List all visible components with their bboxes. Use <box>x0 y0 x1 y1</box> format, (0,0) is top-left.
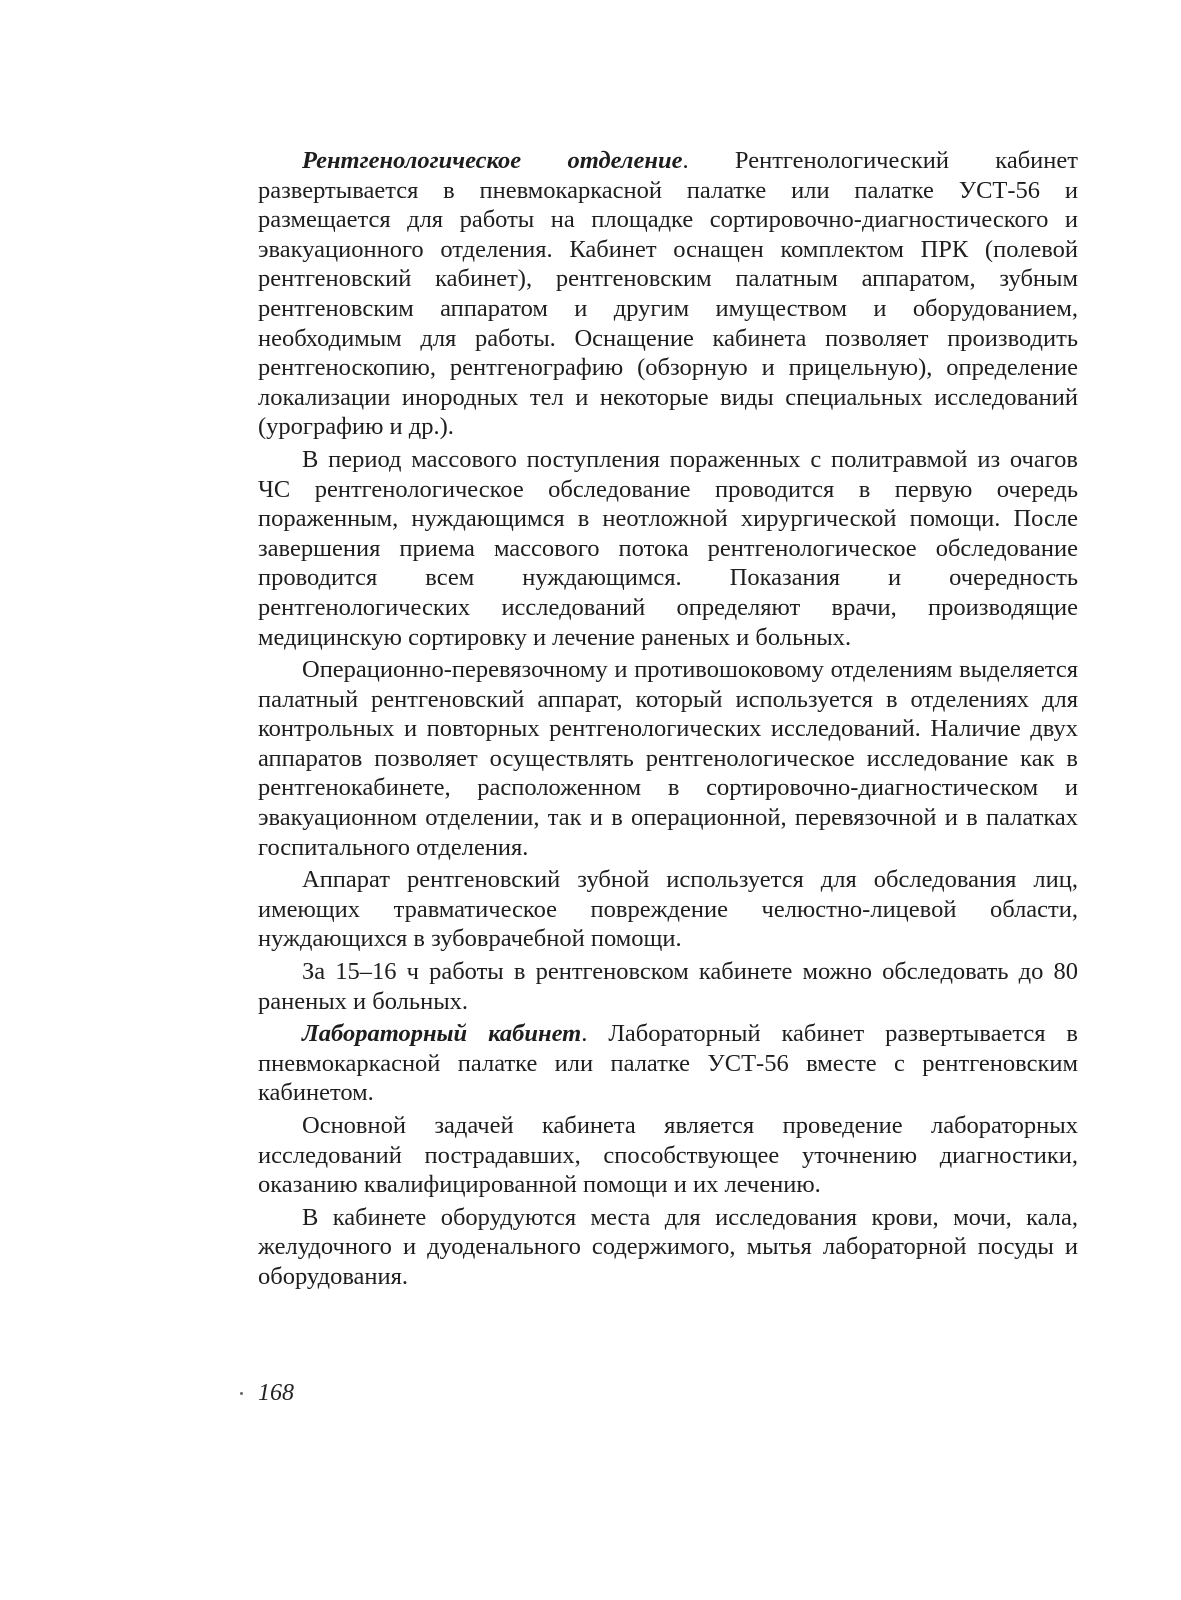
paragraph-mass-admission: В период массового поступления пораженных с политравмой из очагов ЧС рентгенологическое обследование проводится в первую очередь пораженным, нуждающимся в неотложной хирургической помощи. После завершения приема массового потока рентгенологическое обследование проводится всем нуждающимся. Показания и очередность рентгенологических исследований определяют врачи, производящие медицинскую сортировку и лечение раненых и больных. <box>258 445 1078 651</box>
paragraph-ward-apparatus: Операционно-перевязочному и противошоковому отделениям выделяется палатный рентгеновский аппарат, который используется в отделениях для контрольных и повторных рентгенологических исследований. Наличие двух аппаратов позволяет осуществлять рентгенологическое исследование как в рентгенокабинете, расположенном в сортировочно-диагностическом и эвакуационном отделении, так и в операционной, перевязочной и в палатках госпитального отделения. <box>258 656 1078 861</box>
paragraph-lab-equipment: В кабинете оборудуются места для исследования крови, мочи, кала, желудочного и дуоденального содержимого, мытья лабораторной посуды и оборудования. <box>258 1203 1078 1290</box>
page-body <box>258 146 1078 1292</box>
section-heading-xray: Рентгенологическое отделение <box>302 147 683 174</box>
section-heading-laboratory: Лабораторный кабинет <box>302 1020 582 1048</box>
paragraph-capacity: За 15–16 ч работы в рентгеновском кабинете можно обследовать до 80 раненых и больных. <box>258 958 1078 1015</box>
paragraph-lab-tasks: Основной задачей кабинета является проведение лабораторных исследований пострадавших, способствующее уточнению диагностики, оказанию квалифицированной помощи и их лечению. <box>258 1112 1078 1199</box>
paragraph-xray-department <box>258 146 1078 442</box>
paragraph-text: . Рентгенологический кабинет развертывается в пневмокаркасной палатке или палатке УСТ-56 и размещается для работы на площадке сортировочно-диагностического и эвакуационного отделения. Кабинет оснащен комплектом ПРК (полевой рентгеновский кабинет), рентгеновским палатным аппаратом, зубным рентгеновским аппаратом и другим имуществом и оборудованием, необходимым для работы. Оснащение кабинета позволяет производить рентгеноскопию, рентгенографию (обзорную и прицельную), определение локализации инородных тел и некоторые виды специальных исследований (урографию и др.). <box>258 147 1078 441</box>
paragraph-dental-apparatus: Аппарат рентгеновский зубной используется для обследования лиц, имеющих травматическое повреждение челюстно-лицевой области, нуждающихся в зубоврачебной помощи. <box>258 866 1078 953</box>
page-number: 168 <box>258 1380 294 1406</box>
paragraph-text: . Лабораторный кабинет развертывается в пневмокаркасной палатке или палатке УСТ-56 вместе с рентгеновским кабинетом. <box>258 1020 1078 1107</box>
paragraph-laboratory <box>258 1019 1078 1108</box>
page-mark-dot <box>240 1392 243 1395</box>
